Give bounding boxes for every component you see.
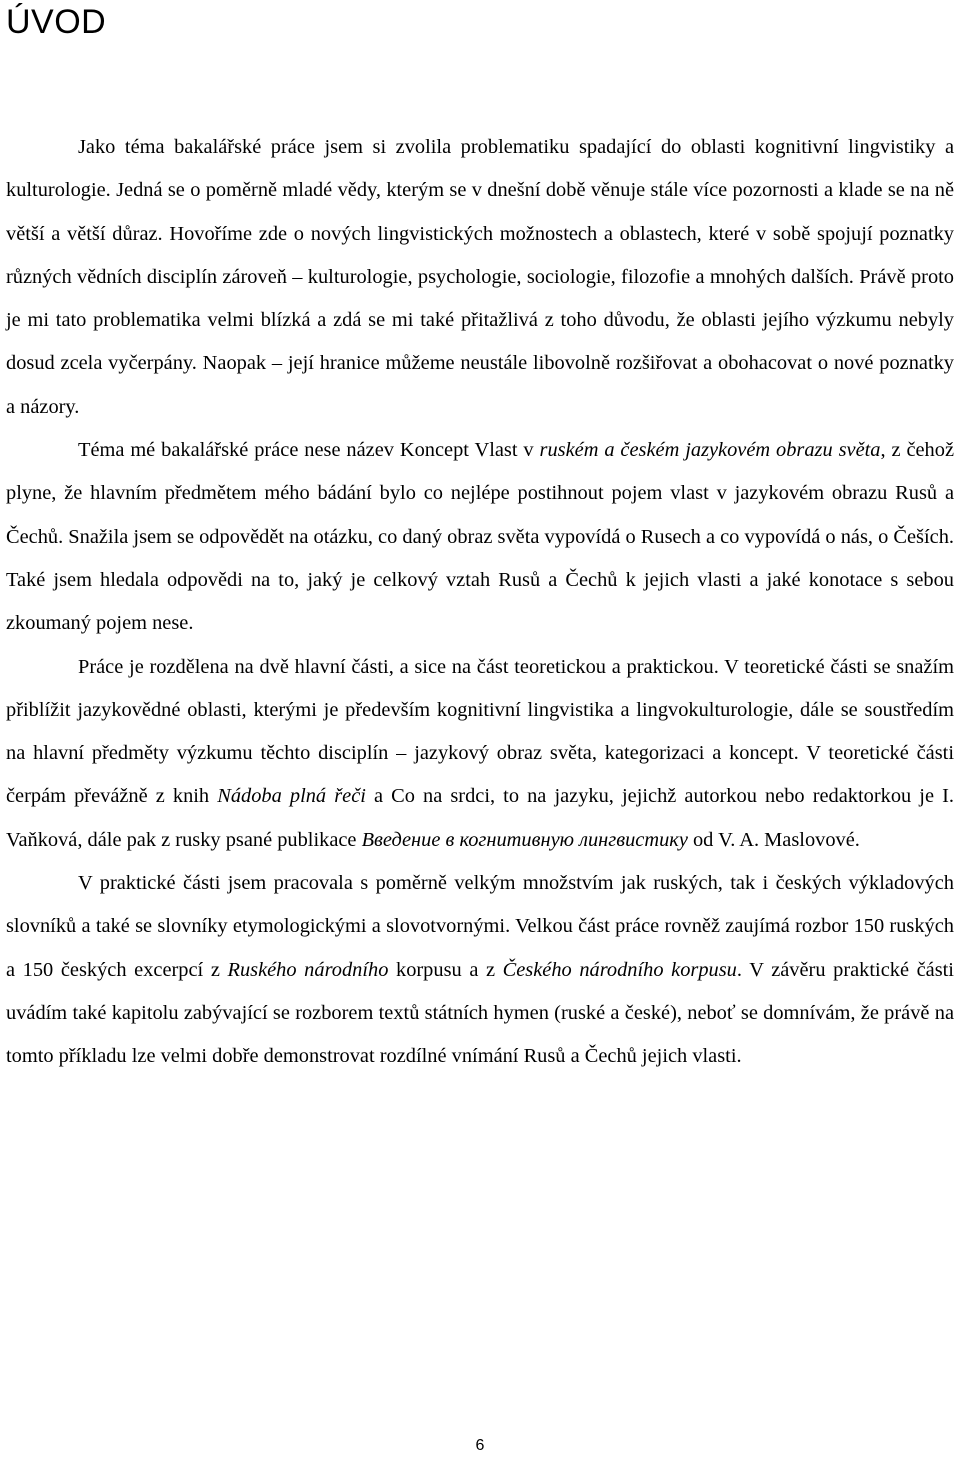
paragraph-text: Téma mé bakalářské práce nese název Koncept Vlast v — [78, 439, 540, 462]
paragraph-text: korpusu a z — [388, 958, 503, 981]
russian-book-title-italic: Введение в когнитивную лингвистику — [361, 828, 688, 851]
corpus-name-italic: Českého národního korpusu — [502, 958, 737, 981]
paragraph-text: Práce je rozdělena na dvě hlavní části, a sice na část teoretickou a praktickou. V teoretické části se snažím přiblížit jazykovědné oblasti, kterými je především kognitivní lingvistika a lingvokulturologie, dále se soustředím na hlavní předměty výzkumu těchto disciplín – jazykový obraz světa, kategorizaci a koncept. V teoretické části čerpám převážně z knih — [6, 655, 954, 808]
page-number: 6 — [475, 1437, 485, 1454]
paragraph-3 — [6, 646, 954, 862]
paragraph-text: . V závěru praktické části uvádím také kapitolu zabývající se rozborem textů státních hymen (ruské a české), neboť se domnívám, že právě na tomto příkladu lze velmi dobře demonstrovat rozdílné vnímání Rusů a Čechů jejich vlasti. — [6, 958, 954, 1068]
book-title-italic: Nádoba plná řeči — [217, 785, 366, 808]
paragraph-4 — [6, 862, 954, 1078]
paragraph-text: V praktické části jsem pracovala s poměrně velkým množstvím jak ruských, tak i českých výkladových slovníků a také se slovníky etymologickými a slovotvornými. Velkou část práce rovněž zaujímá rozbor 150 ruských a 150 českých excerpcí z — [6, 872, 954, 981]
paragraph-text: od V. A. Maslovové. — [687, 828, 860, 851]
thesis-title-italic: ruském a českém jazykovém obrazu světa — [539, 439, 881, 462]
chapter-heading: ÚVOD — [6, 3, 107, 41]
paragraph-1 — [6, 126, 954, 429]
paragraph-text: Jako téma bakalářské práce jsem si zvolila problematiku spadající do oblasti kognitivní lingvistiky a kulturologie. Jedná se o poměrně mladé vědy, kterým se v dnešní době věnuje stále více pozornosti a klade se na ně větší a větší důraz. Hovoříme zde o nových lingvistických možnostech a oblastech, které v sobě spojují poznatky různých vědních disciplín zároveň – kulturologie, psychologie, sociologie, filozofie a mnohých dalších. Právě proto je mi tato problematika velmi blízká a zdá se mi také přitažlivá z toho důvodu, že oblasti jejího výzkumu nebyly dosud zcela vyčerpány. Naopak – její hranice můžeme neustále libovolně rozšiřovat a obohacovat o nové poznatky a názory. — [6, 136, 954, 418]
paragraph-text: a Co na srdci, to na jazyku, jejichž autorkou nebo redaktorkou je I. Vaňková, dále pak z rusky psané publikace — [6, 785, 954, 851]
body-text — [6, 126, 954, 1079]
paragraph-text: , z čehož plyne, že hlavním předmětem mého bádání bylo co nejlépe postihnout pojem vlast v jazykovém obrazu Rusů a Čechů. Snažila jsem se odpovědět na otázku, co daný obraz světa vypovídá o Rusech a co vypovídá o nás, o Češích. Také jsem hledala odpovědi na to, jaký je celkový vztah Rusů a Čechů k jejich vlasti a jaké konotace s sebou zkoumaný pojem nese. — [6, 439, 954, 635]
corpus-name-italic: Ruského národního — [227, 958, 389, 981]
paragraph-2 — [6, 429, 954, 645]
